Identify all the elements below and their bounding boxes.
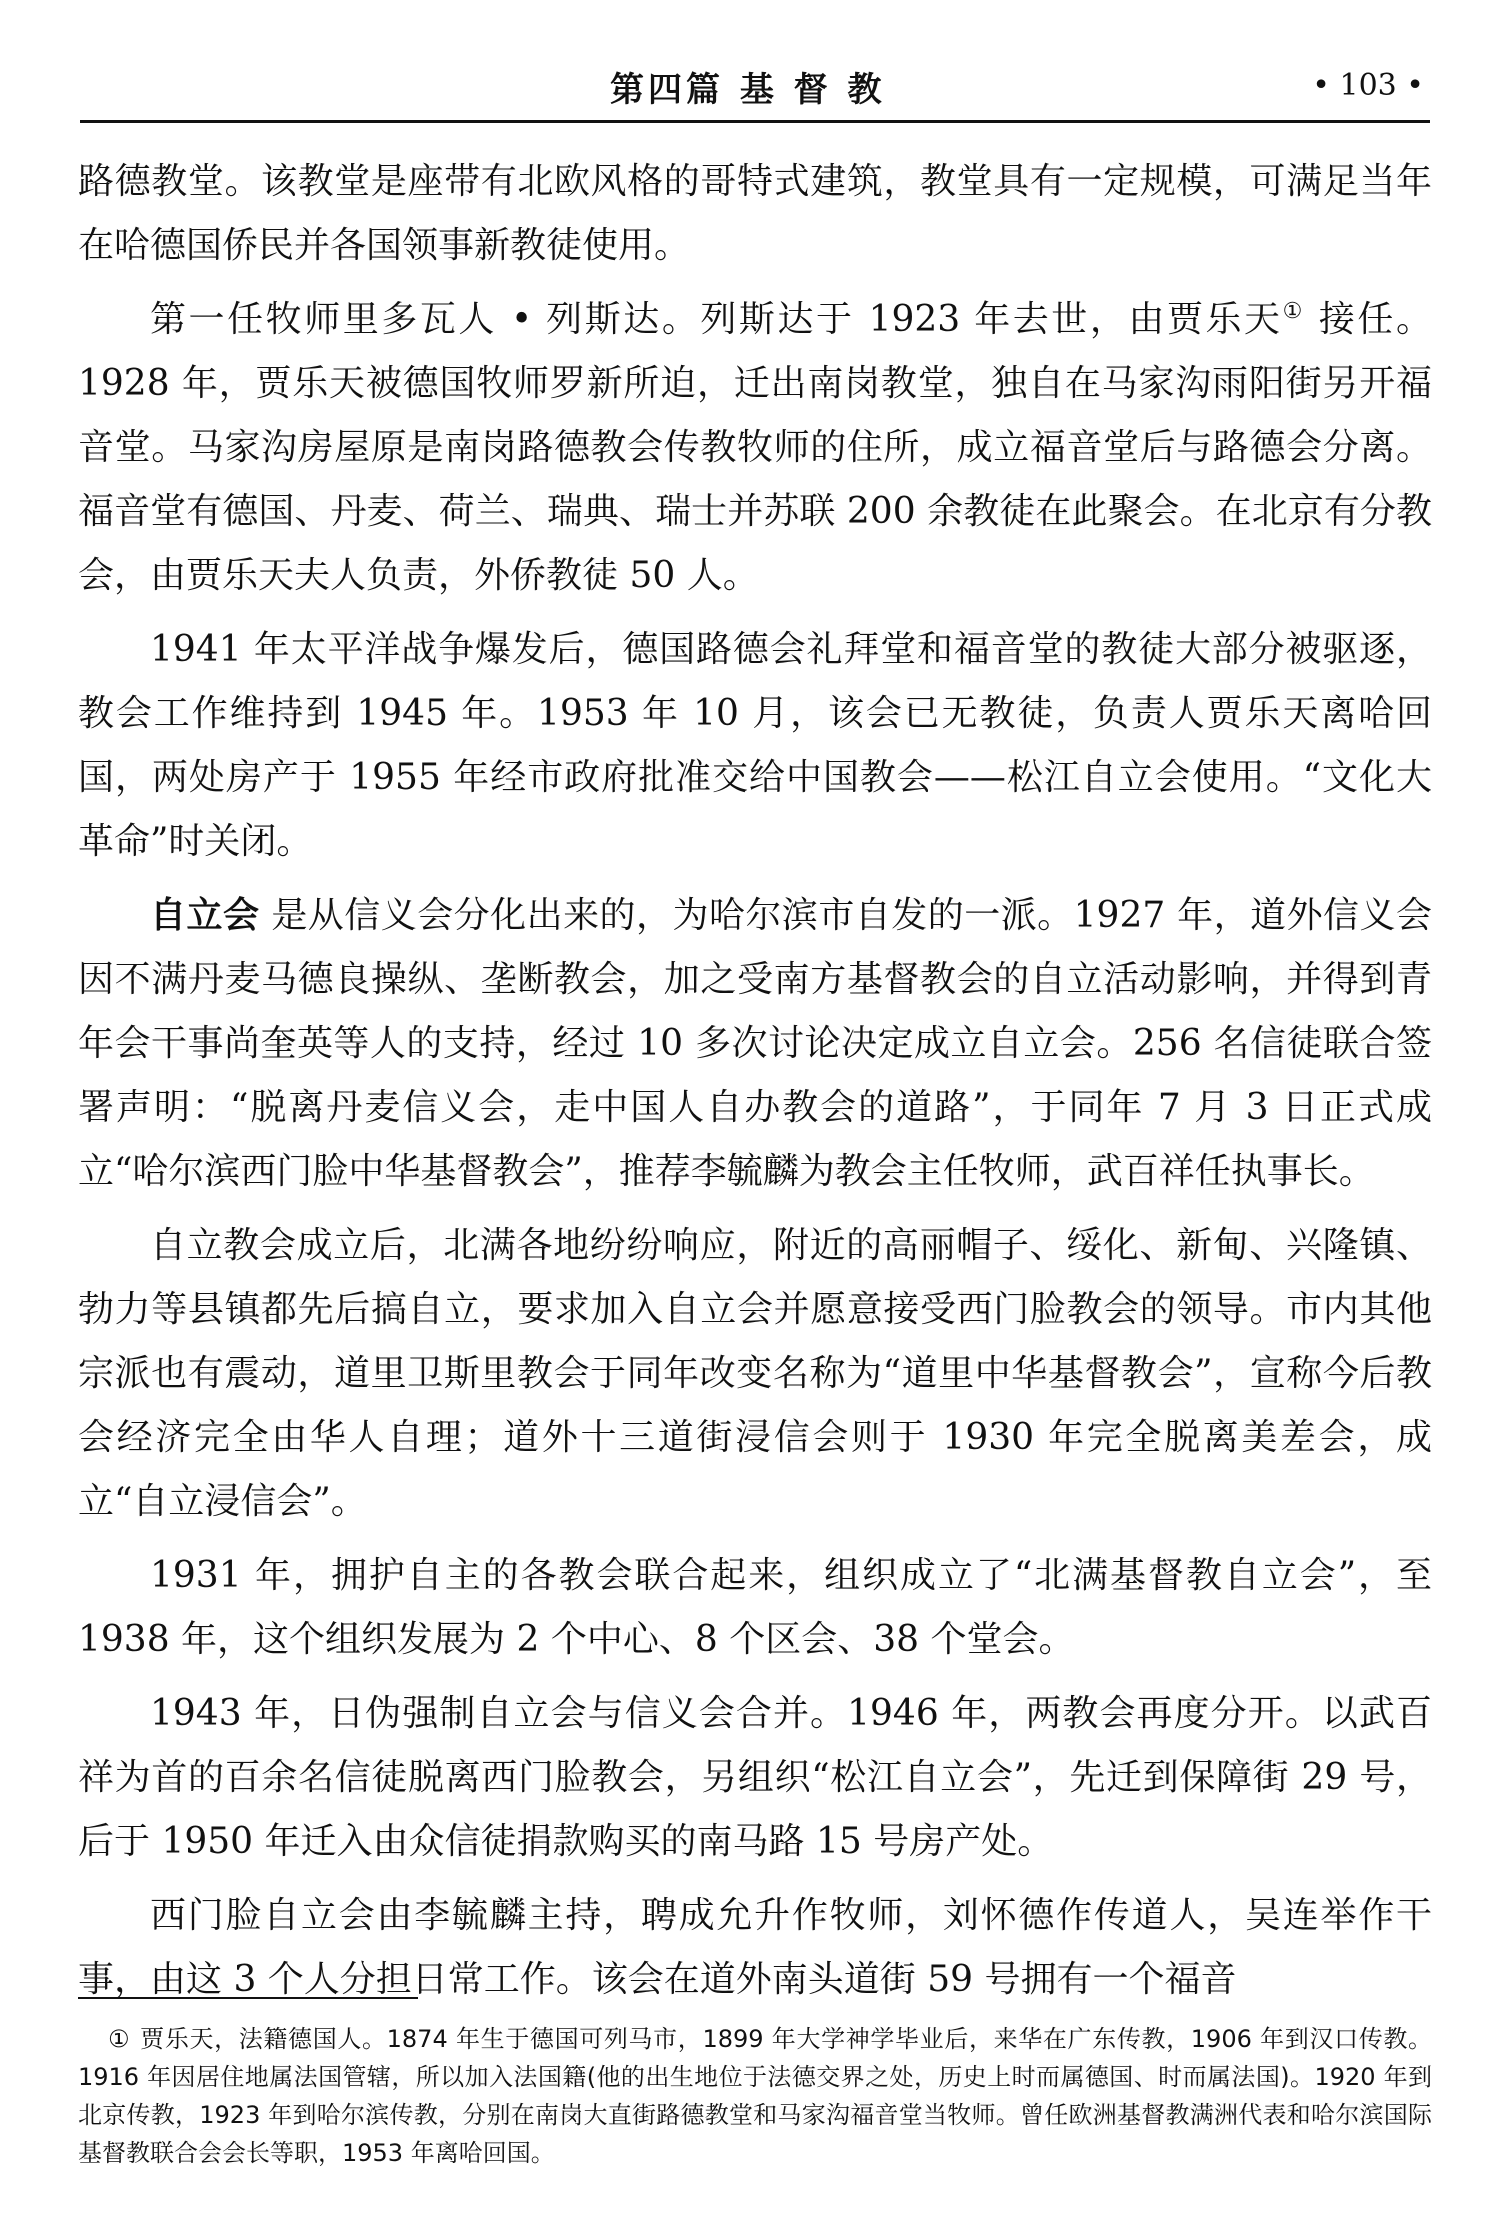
section-term: 自立会 — [150, 895, 260, 936]
running-header — [80, 62, 1430, 123]
paragraph-2 — [78, 288, 1432, 608]
page-number: • 103 • — [1312, 68, 1424, 103]
footnote-ref[interactable]: ① — [1282, 299, 1305, 324]
paragraph-3: 1941 年太平洋战争爆发后，德国路德会礼拜堂和福音堂的教徒大部分被驱逐，教会工作维持到 1945 年。1953 年 10 月，该会已无教徒，负责人贾乐天离哈回国，两处房产于 1955 年经市政府批准交给中国教会——松江自立会使用。“文化大革命”时关闭。 — [78, 629, 1432, 862]
footnote-text: 贾乐天，法籍德国人。1874 年生于德国可列马市，1899 年大学神学毕业后，来华在广东传教，1906 年到汉口传教。1916 年因居住地属法国管辖，所以加入法国籍(他的出生地位于法德交界之处，历史上时而属德国、时而属法国)。1920 年到北京传教，1923 年到哈尔滨传教，分别在南岗大直街路德教堂和马家沟福音堂当牧师。曾任欧洲基督教满洲代表和哈尔滨国际基督教联合会会长等职，1953 年离哈回国。 — [78, 2025, 1433, 2167]
paragraph-2-text-cont: 接任。1928 年，贾乐天被德国牧师罗新所迫，迁出南岗教堂，独自在马家沟雨阳街另开福音堂。马家沟房屋原是南岗路德教会传教牧师的住所，成立福音堂后与路德会分离。福音堂有德国、丹麦、荷兰、瑞典、瑞士并苏联 200 余教徒在此聚会。在北京有分教会，由贾乐天夫人负责，外侨教徒 50 人。 — [78, 299, 1432, 596]
footnote-marker: ① — [108, 2025, 131, 2053]
body-text — [78, 150, 1432, 2022]
paragraph-1: 路德教堂。该教堂是座带有北欧风格的哥特式建筑，教堂具有一定规模，可满足当年在哈德国侨民并各国领事新教徒使用。 — [78, 161, 1432, 266]
paragraph-8: 西门脸自立会由李毓麟主持，聘成允升作牧师，刘怀德作传道人，吴连举作干事，由这 3 个人分担日常工作。该会在道外南头道街 59 号拥有一个福音 — [78, 1895, 1432, 2000]
paragraph-4 — [78, 884, 1432, 1204]
footnote-divider — [78, 1997, 418, 1999]
footnote — [78, 2020, 1432, 2172]
paragraph-7: 1943 年，日伪强制自立会与信义会合并。1946 年，两教会再度分开。以武百祥为首的百余名信徒脱离西门脸教会，另组织“松江自立会”，先迁到保障街 29 号，后于 1950 年迁入由众信徒捐款购买的南马路 15 号房产处。 — [78, 1693, 1432, 1862]
paragraph-2-text: 第一任牧师里多瓦人 • 列斯达。列斯达于 1923 年去世，由贾乐天 — [150, 299, 1283, 340]
chapter-title: 第四篇 基 督 教 — [610, 70, 886, 110]
paragraph-5: 自立教会成立后，北满各地纷纷响应，附近的高丽帽子、绥化、新甸、兴隆镇、勃力等县镇都先后搞自立，要求加入自立会并愿意接受西门脸教会的领导。市内其他宗派也有震动，道里卫斯里教会于同年改变名称为“道里中华基督教会”，宣称今后教会经济完全由华人自理；道外十三道街浸信会则于 1930 年完全脱离美差会，成立“自立浸信会”。 — [78, 1225, 1432, 1522]
paragraph-6: 1931 年，拥护自主的各教会联合起来，组织成立了“北满基督教自立会”，至 1938 年，这个组织发展为 2 个中心、8 个区会、38 个堂会。 — [78, 1555, 1432, 1660]
paragraph-4-text: 是从信义会分化出来的，为哈尔滨市自发的一派。1927 年，道外信义会因不满丹麦马德良操纵、垄断教会，加之受南方基督教会的自立活动影响，并得到青年会干事尚奎英等人的支持，经过 10 多次讨论决定成立自立会。256 名信徒联合签署声明：“脱离丹麦信义会，走中国人自办教会的道路”，于同年 7 月 3 日正式成立“哈尔滨西门脸中华基督教会”，推荐李毓麟为教会主任牧师，武百祥任执事长。 — [78, 895, 1432, 1192]
